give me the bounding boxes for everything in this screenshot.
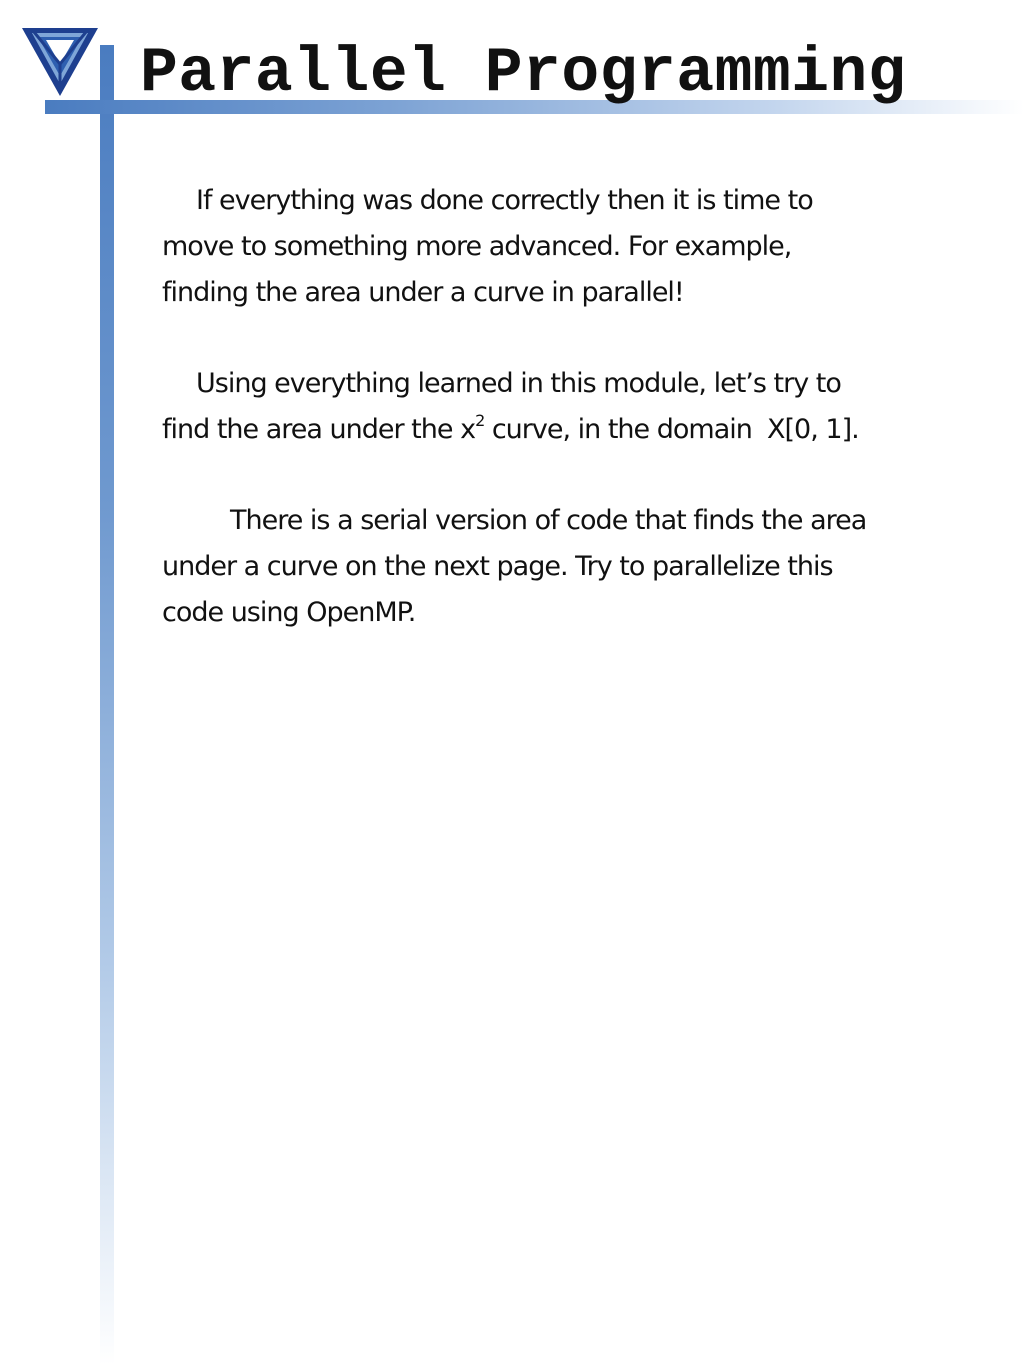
paragraph-task-line-2-before: find the area under the x xyxy=(162,414,476,445)
paragraph-serial-code-line-1: There is a serial version of code that finds the area xyxy=(230,505,867,536)
paragraph-task-line-2-after: curve, in the domain X[0, 1]. xyxy=(484,414,859,445)
paragraph-serial-code xyxy=(162,498,1012,636)
paragraph-serial-code-line-2: under a curve on the next page. Try to parallelize this xyxy=(162,551,833,582)
superscript-exponent: 2 xyxy=(475,411,485,430)
paragraph-task xyxy=(162,361,1012,453)
slide-body xyxy=(162,178,1012,681)
paragraph-task-line-1: Using everything learned in this module, let’s try to xyxy=(196,368,841,399)
triangle-logo-icon xyxy=(20,26,100,98)
paragraph-intro xyxy=(162,178,1012,316)
vertical-accent-bar xyxy=(100,45,114,1365)
paragraph-serial-code-line-3: code using OpenMP. xyxy=(162,597,416,628)
slide-title: Parallel Programming xyxy=(140,38,907,109)
paragraph-intro-line-1: If everything was done correctly then it is time to xyxy=(196,185,813,216)
paragraph-intro-line-3: finding the area under a curve in parallel! xyxy=(162,277,684,308)
paragraph-intro-line-2: move to something more advanced. For example, xyxy=(162,231,792,262)
